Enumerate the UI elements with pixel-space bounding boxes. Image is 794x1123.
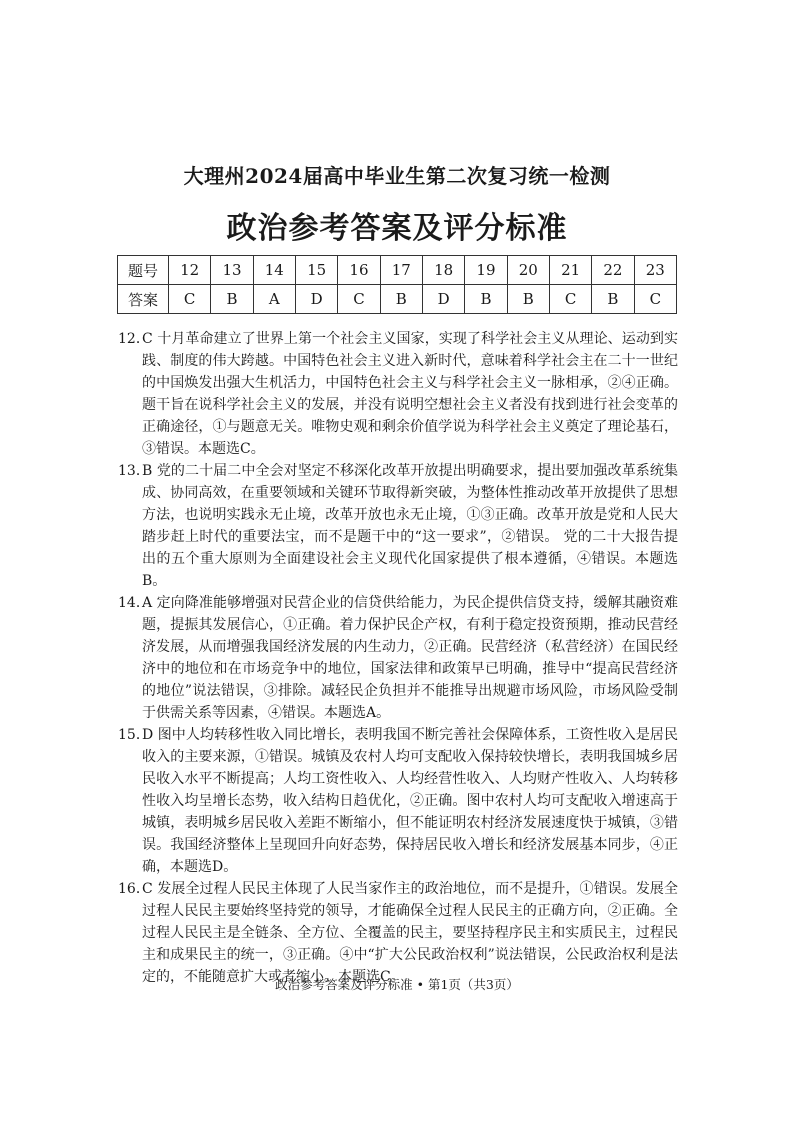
answer-cell: B (380, 285, 422, 314)
question-number: 17 (380, 256, 422, 285)
question-number: 23 (634, 256, 676, 285)
answer-cell: C (549, 285, 591, 314)
question-number: 19 (465, 256, 507, 285)
explanation-list (118, 328, 678, 988)
item-number: 13． (118, 463, 150, 479)
question-number: 22 (592, 256, 634, 285)
item-text: A 定向降准能够增强对民营企业的信贷供给能力，为民企提供信贷支持，缓解其融资难题，提振其发展信心，①正确。着力保护民企产权，有利于稳定投资预期，推动民营经济发展，从而增强我国经济发展的内生动力，②正确。民营经济（私营经济）在国民经济中的地位和在市场竞争中的地位，国家法律和政策早已明确，推导中“提高民营经济的地位”说法错误，③排除。减轻民企负担并不能推导出规避市场风险，市场风险受制于供需关系等因素，④错误。本题选A。 (142, 595, 678, 721)
item-text: B 党的二十届二中全会对坚定不移深化改革开放提出明确要求，提出要加强改革系统集成、协同高效，在重要领域和关键环节取得新突破，为整体性推动改革开放提供了思想方法，也说明实践永无止境，改革开放也永无止境，①③正确。改革开放是党和人民大踏步赶上时代的重要法宝，而不是题干中的“这一要求”，②错误。 党的二十大报告提出的五个重大原则为全面建设社会主义现代化国家提供了根本遵循，④错误。本题选B。 (142, 463, 678, 589)
item-text: C 十月革命建立了世界上第一个社会主义国家，实现了科学社会主义从理论、运动到实践、制度的伟大跨越。中国特色社会主义进入新时代，意味着科学社会主在二十一世纪的中国焕发出强大生机活力，中国特色社会主义与科学社会主义一脉相承，②④正确。题干旨在说科学社会主义的发展，并没有说明空想社会主义者没有找到进行社会变革的正确途径，①与题意无关。唯物史观和剩余价值学说为科学社会主义奠定了理论基石，③错误。本题选C。 (142, 331, 678, 457)
page-footer: 政治参考答案及评分标准 • 第1页（共3页） (275, 977, 519, 992)
item-text: C 发展全过程人民民主体现了人民当家作主的政治地位，而不是提升，①错误。发展全过程人民民主要始终坚持党的领导，才能确保全过程人民民主的正确方向，②正确。全过程人民民主是全链条、全方位、全覆盖的民主，要坚持程序民主和实质民主，过程民主和成果民主的统一，③正确。④中“扩大公民政治权利”说法错误，公民政治权利是法定的，不能随意扩大或者缩小。本题选C。 (142, 881, 678, 985)
explanation-item-14 (118, 592, 678, 724)
row-label-question: 题号 (118, 256, 169, 285)
explanation-item-13 (118, 460, 678, 592)
answer-row (118, 285, 677, 314)
question-number: 14 (253, 256, 295, 285)
question-number: 12 (169, 256, 211, 285)
item-number: 15． (118, 727, 150, 743)
exam-subtitle: 大理州2024届高中毕业生第二次复习统一检测 (183, 164, 611, 188)
item-text: D 图中人均转移性收入同比增长，表明我国不断完善社会保障体系，工资性收入是居民收入的主要来源，①错误。城镇及农村人均可支配收入保持较快增长，表明我国城乡居民收入水平不断提高；人均工资性收入、人均经营性收入、人均财产性收入、人均转移性收入均呈增长态势，收入结构日趋优化，②正确。图中农村人均可支配收入增速高于城镇，表明城乡居民收入差距不断缩小，但不能证明农村经济发展速度快于城镇，③错误。我国经济整体上呈现回升向好态势，保持居民收入增长和经济发展基本同步，④正确，本题选D。 (142, 727, 678, 875)
item-number: 14． (118, 595, 150, 611)
explanation-item-15 (118, 724, 678, 878)
page-title: 政治参考答案及评分标准 (226, 211, 568, 246)
item-number: 12． (118, 331, 150, 347)
question-number: 16 (338, 256, 380, 285)
explanation-item-12 (118, 328, 678, 460)
answer-table (117, 255, 677, 314)
answer-cell: D (422, 285, 464, 314)
answer-cell: B (507, 285, 549, 314)
answer-cell: C (338, 285, 380, 314)
item-number: 16． (118, 881, 150, 897)
question-number: 15 (295, 256, 337, 285)
answer-cell: D (295, 285, 337, 314)
answer-cell: B (465, 285, 507, 314)
answer-cell: A (253, 285, 295, 314)
question-number-row (118, 256, 677, 285)
question-number: 20 (507, 256, 549, 285)
row-label-answer: 答案 (118, 285, 169, 314)
answer-cell: C (634, 285, 676, 314)
answer-cell: C (169, 285, 211, 314)
question-number: 18 (422, 256, 464, 285)
answer-cell: B (211, 285, 253, 314)
question-number: 21 (549, 256, 591, 285)
explanation-item-16 (118, 878, 678, 988)
answer-cell: B (592, 285, 634, 314)
question-number: 13 (211, 256, 253, 285)
